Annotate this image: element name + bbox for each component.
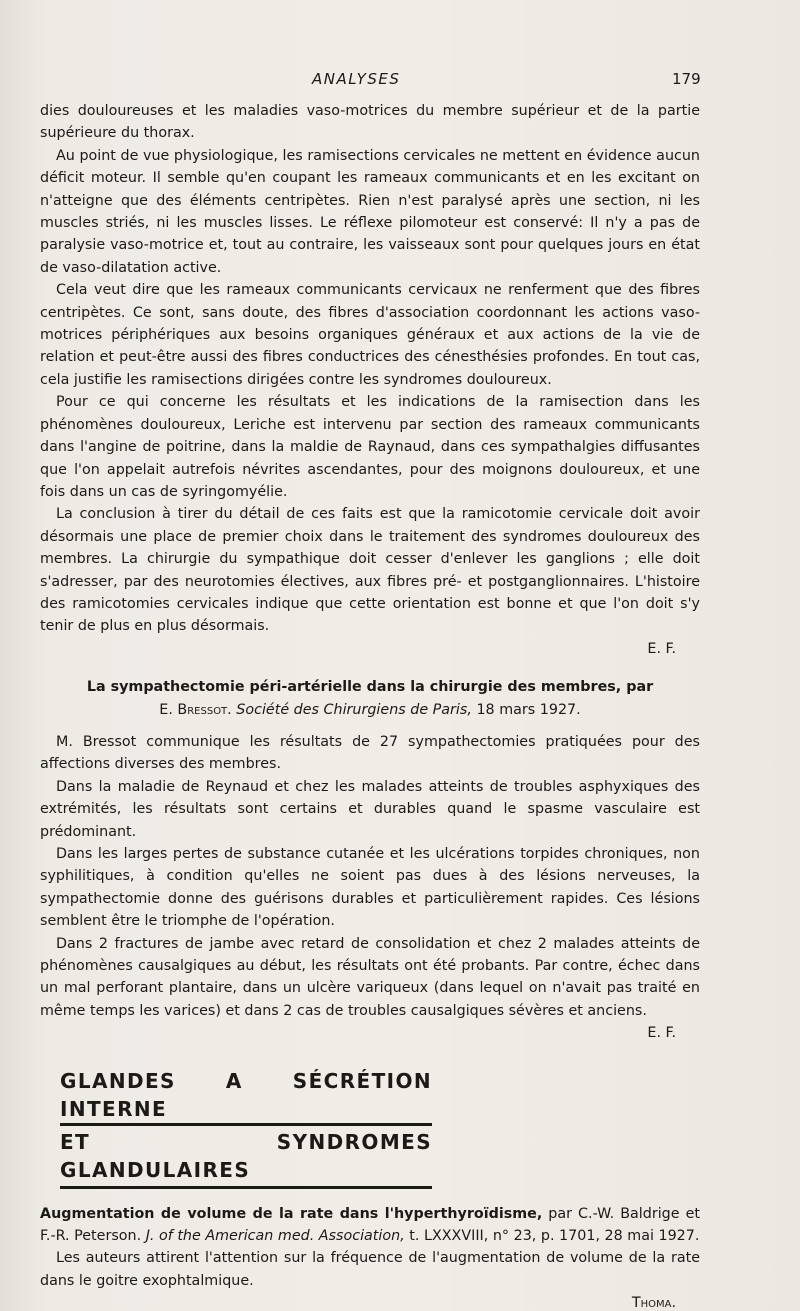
signature: Thoma. bbox=[631, 1295, 676, 1311]
article-date: 18 mars 1927. bbox=[476, 701, 581, 718]
paragraph: Dans la maladie de Reynaud et chez les malades atteints de troubles asphyxiques des extrémités, les résultats sont certains et durables quand le spasme vasculaire est prédominant. bbox=[40, 778, 700, 840]
paragraph: M. Bressot communique les résultats de 27 sympathectomies pratiquées pour des affections diverses des membres. bbox=[40, 733, 700, 773]
paragraph: La conclusion à tirer du détail de ces faits est que la ramicotomie cervicale doit avoir désormais une place de premier choix dans le traitement des syndromes douloureux des membres. La chirurgie du sympathique doit cesser d'enlever les ganglions ; elle doit s'adresser, par des neurotomies électives, aux fibres pré- et postganglionnaires. L'histoire des ramicotomies cervicales indique que cette orientation est bonne et que l'on doit s'y tenir de plus en plus désormais. bbox=[40, 506, 700, 635]
paragraph: Dans les larges pertes de substance cutanée et les ulcérations torpides chroniques, non syphilitiques, à condition qu'elles ne soient pas dues à des lésions nerveuses, la sympathectomie donne des guérisons durables et particulièrement rapides. Ces lésions semblent être le triomphe de l'opération. bbox=[40, 846, 700, 930]
article-title bbox=[40, 1203, 700, 1248]
article-title-text: Augmentation de volume de la rate dans l'hyperthyroïdisme, bbox=[40, 1205, 543, 1222]
section-heading-line2: ET SYNDROMES GLANDULAIRES bbox=[60, 1123, 432, 1189]
page-header bbox=[0, 70, 800, 94]
page-number: 179 bbox=[672, 70, 701, 88]
paragraph: dies douloureuses et les maladies vaso-motrices du membre supérieur et de la partie supérieure du thorax. bbox=[40, 103, 700, 142]
article-source bbox=[40, 699, 700, 721]
section-heading bbox=[60, 1067, 432, 1189]
article-authors: par C.-W. Baldrige et F.-R. Peterson. bbox=[40, 1205, 700, 1245]
article-title bbox=[40, 676, 700, 698]
signature: E. F. bbox=[647, 640, 676, 657]
page-body bbox=[40, 100, 700, 1311]
article-author: E. Bressot. bbox=[159, 701, 232, 718]
section-heading-line1: GLANDES A SÉCRÉTION INTERNE bbox=[60, 1068, 432, 1121]
signature: E. F. bbox=[647, 1025, 676, 1042]
article-journal: Société des Chirurgiens de Paris, bbox=[236, 701, 472, 718]
paragraph: Pour ce qui concerne les résultats et les indications de la ramisection dans les phénomènes douloureux, Leriche est intervenu par section des rameaux communicants dans l'angine de poitrine, dans la maldie de Raynaud, dans ces sympathalgies diffusantes que l'on appelait autrefois névrites ascendantes, pour des moignons douloureux, et une fois dans un cas de syringomyélie. bbox=[40, 394, 700, 500]
article-title-text: La sympathectomie péri-artérielle dans la chirurgie des membres, par bbox=[86, 679, 654, 696]
paragraph: Dans 2 fractures de jambe avec retard de consolidation et chez 2 malades atteints de phénomènes causalgiques au début, les résultats ont été probants. Par contre, échec dans un mal perforant plantaire, dans un ulcère variqueux (dans lequel on n'avait pas traité en même temps les varices) et dans 2 cas de troubles causalgiques sévères et anciens. bbox=[40, 935, 700, 1019]
article-journal: J. of the American med. Association, bbox=[145, 1228, 405, 1245]
paragraph: Les auteurs attirent l'attention sur la fréquence de l'augmentation de volume de la rate dans le goitre exophtalmique. bbox=[40, 1250, 700, 1289]
paragraph: Cela veut dire que les rameaux communicants cervicaux ne renferment que des fibres centripètes. Ce sont, sans doute, des fibres d'association coordonnant les actions vaso-motrices périphériques aux besoins organiques généraux et aux actions de la vie de relation et peut-être aussi des fibres conductrices des cénesthésies profondes. En tout cas, cela justifie les ramisections dirigées contre les syndromes douloureux. bbox=[40, 282, 700, 388]
article-reference: t. LXXXVIII, n° 23, p. 1701, 28 mai 1927. bbox=[409, 1228, 700, 1245]
running-title: ANALYSES bbox=[312, 70, 401, 88]
paragraph: Au point de vue physiologique, les ramisections cervicales ne mettent en évidence aucun déficit moteur. Il semble qu'en coupant les rameaux communicants et en les excitant on n'atteigne que des éléments centripètes. Rien n'est paralysé après une section, ni les muscles striés, ni les muscles lisses. Le réflexe pilomoteur est conservé: Il n'y a pas de paralysie vaso-motrice et, tout au contraire, les vaisseaux sont pour quelques jours en état de vaso-dilatation active. bbox=[40, 147, 700, 276]
